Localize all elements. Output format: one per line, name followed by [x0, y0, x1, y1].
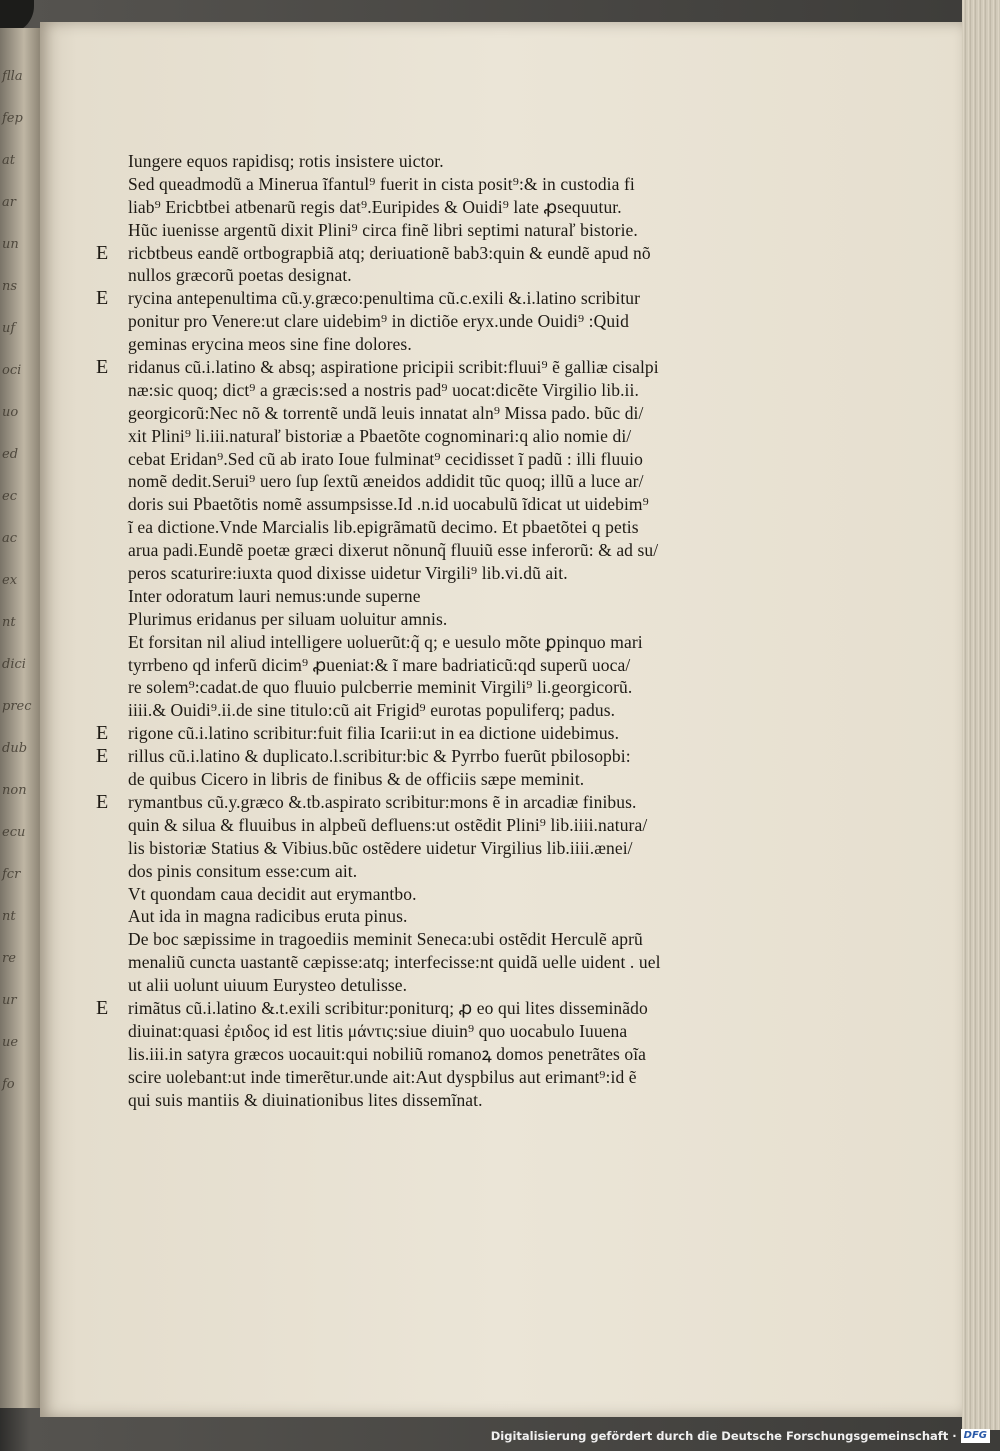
left-page-fragment: flla	[2, 69, 23, 84]
entry-start-line	[96, 997, 816, 1020]
entry-start-line	[96, 242, 816, 265]
page-stack-edge	[962, 0, 1000, 1430]
text-line: næ:sic quoq; dict⁹ a græcis:sed a nostris pad⁹ uocat:dicẽte Virgilio lib.ii.	[128, 379, 639, 400]
left-page-fragment: ur	[2, 993, 17, 1008]
left-page-fragment: fo	[2, 1077, 15, 1092]
text-line: lis bistoriæ Statius & Vibius.bũc ostẽdere uidetur Virgilius lib.iiii.ænei/	[128, 837, 633, 858]
text-line: Vt quondam caua decidit aut erymantbo.	[128, 883, 417, 904]
left-page-fragment: ecu	[2, 825, 26, 840]
text-line: ut alii uolunt uiuum Eurysteo detulisse.	[128, 975, 408, 996]
credit-text: Digitalisierung gefördert durch die Deutsche Forschungsgemeinschaft ·	[490, 1429, 957, 1443]
text-line: nullos græcorũ poetas designat.	[128, 265, 352, 286]
text-line: doris sui Pbaetõtis nomẽ assumpsisse.Id .n.id uocabulũ ĩdicat ut uidebim⁹	[128, 494, 649, 515]
left-facing-page	[0, 28, 40, 1408]
text-line: ĩ ea dictione.Vnde Marcialis lib.epigrãmatũ decimo. Et pbaetõtei q petis	[128, 517, 639, 538]
entry-text: ricbtbeus eandẽ ortbograpbiã atq; deriuationẽ bab3:quin & eundẽ apud nõ	[128, 242, 651, 263]
text-line: georgicorũ:Nec nõ & torrentẽ undã leuis innatat aln⁹ Missa pado. bũc di/	[128, 402, 644, 423]
left-page-fragment: at	[2, 153, 15, 168]
left-page-fragment: ec	[2, 489, 17, 504]
dfg-logo: DFG	[961, 1429, 990, 1443]
text-line: diuinat:quasi ἐριδος id est litis μάντις:siue diuin⁹ quo uocabulo Iuuena	[128, 1020, 628, 1041]
text-line: quin & silua & fluuibus in alpbeũ defluens:ut ostẽdit Plini⁹ lib.iiii.natura/	[128, 814, 648, 835]
entry-text: rymantbus cũ.y.græco &.tb.aspirato scribitur:mons ẽ in arcadiæ finibus.	[128, 791, 637, 812]
left-page-fragment: prec	[2, 699, 32, 714]
text-line: dos pinis consitum esse:cum ait.	[128, 860, 358, 881]
entry-start-line	[96, 287, 816, 310]
digitization-credit	[491, 1426, 990, 1446]
text-line: ponitur pro Venere:ut clare uidebim⁹ in dictiõe eryx.unde Ouidi⁹ :Quid	[128, 311, 629, 332]
left-page-fragment: nt	[2, 909, 16, 924]
text-line: menaliũ cuncta uastantẽ cæpisse:atq; interfecisse:nt quidã uelle uident . uel	[128, 952, 661, 973]
left-page-fragment: ns	[2, 279, 18, 294]
entry-initial: E	[96, 996, 109, 1019]
left-page-fragment: oci	[2, 363, 22, 378]
entry-text: rigone cũ.i.latino scribitur:fuit filia Icarii:ut in ea dictione uidebimus.	[128, 723, 620, 744]
entry-initial: E	[96, 722, 109, 745]
left-page-fragment: uo	[2, 405, 19, 420]
text-line: lis.iii.in satyra græcos uocauit:qui nobiliũ romanoꝝ domos penetrãtes oĩa	[128, 1043, 647, 1064]
entry-text: rimãtus cũ.i.latino &.t.exili scribitur:poniturq; ꝓ eo qui lites disseminãdo	[128, 997, 648, 1018]
left-page-fragment: ar	[2, 195, 16, 210]
text-line: Inter odoratum lauri nemus:unde superne	[128, 585, 421, 606]
text-line: liab⁹ Ericbtbei atbenarũ regis dat⁹.Euripides & Ouidi⁹ late ꝓsequutur.	[128, 196, 622, 217]
text-line: Aut ida in magna radicibus eruta pinus.	[128, 906, 408, 927]
text-line: cebat Eridan⁹.Sed cũ ab irato Ioue fulminat⁹ cecidisset ĩ padũ : illi fluuio	[128, 448, 643, 469]
left-page-fragment: nt	[2, 615, 16, 630]
left-page-fragment: uf	[2, 321, 16, 336]
entry-start-line	[96, 791, 816, 814]
text-line: peros scaturire:iuxta quod dixisse uidetur Virgili⁹ lib.vi.dũ ait.	[128, 563, 568, 584]
text-line: geminas erycina meos sine fine dolores.	[128, 334, 412, 355]
entry-initial: E	[96, 745, 109, 768]
entry-initial: E	[96, 790, 109, 813]
left-page-fragment: dici	[2, 657, 26, 672]
text-line: arua padi.Eundẽ poetæ græci dixerut nõnunq̃ fluuiũ esse inferorũ: & ad su/	[128, 540, 659, 561]
text-line: tyrrbeno qd inferũ dicim⁹ ꝓueniat:& ĩ mare badriaticũ:qd superũ uoca/	[128, 654, 631, 675]
entry-start-line	[96, 722, 816, 745]
left-page-fragment: ex	[2, 573, 18, 588]
left-page-fragment: non	[2, 783, 27, 798]
text-line: Et forsitan nil aliud intelligere uoluerũt:q̃ q; e uesulo mõte ꝑpinquo mari	[128, 631, 643, 652]
text-line: de quibus Cicero in libris de finibus & de officiis sæpe meminit.	[128, 769, 585, 790]
page-text	[96, 150, 816, 1111]
left-page-fragment: re	[2, 951, 16, 966]
text-line: De boc sæpissime in tragoediis meminit Seneca:ubi ostẽdit Herculẽ aprũ	[128, 929, 643, 950]
book-page	[40, 22, 962, 1417]
text-line: qui suis mantiis & diuinationibus lites dissemĩnat.	[128, 1089, 483, 1110]
text-line: scire uolebant:ut inde timerẽtur.unde ait:Aut dyspbilus aut erimant⁹:id ẽ	[128, 1066, 637, 1087]
left-page-fragment: ed	[2, 447, 19, 462]
text-line: Sed queadmodũ a Minerua ĩfantul⁹ fuerit in cista posit⁹:& in custodia fi	[128, 173, 635, 194]
text-line: re solem⁹:cadat.de quo fluuio pulcberrie meminit Virgili⁹ li.georgicorũ.	[128, 677, 633, 698]
left-page-fragment: dub	[2, 741, 28, 756]
left-page-fragment: ue	[2, 1035, 19, 1050]
entry-text: rillus cũ.i.latino & duplicato.l.scribitur:bic & Pyrrbo fuerũt pbilosopbi:	[128, 746, 631, 767]
text-line: Plurimus eridanus per siluam uoluitur amnis.	[128, 608, 448, 629]
text-line: nomẽ dedit.Serui⁹ uero ſup ſextũ æneidos addidit tũc quoq; illũ a luce ar/	[128, 471, 644, 492]
entry-text: ridanus cũ.i.latino & absq; aspiratione pricipii scribit:fluui⁹ ẽ galliæ cisalpi	[128, 357, 659, 378]
entry-text: rycina antepenultima cũ.y.græco:penultima cũ.c.exili &.i.latino scribitur	[128, 288, 641, 309]
text-line: Iungere equos rapidisq; rotis insistere uictor.	[128, 151, 444, 171]
text-line: Hũc iuenisse argentũ dixit Plini⁹ circa finẽ libri septimi naturaľ bistorie.	[128, 219, 638, 240]
text-line: xit Plini⁹ li.iii.naturaľ bistoriæ a Pbaetõte cognominari:q alio nomie di/	[128, 425, 632, 446]
left-page-fragment: ac	[2, 531, 18, 546]
left-page-fragment: fep	[2, 111, 23, 126]
entry-start-line	[96, 745, 816, 768]
entry-initial: E	[96, 356, 109, 379]
left-page-fragment: un	[2, 237, 19, 252]
entry-start-line	[96, 356, 816, 379]
entry-initial: E	[96, 287, 109, 310]
left-page-fragment: fcr	[2, 867, 21, 882]
entry-initial: E	[96, 241, 109, 264]
text-line: iiii.& Ouidi⁹.ii.de sine titulo:cũ ait Frigid⁹ eurotas populiferq; padus.	[128, 700, 616, 721]
